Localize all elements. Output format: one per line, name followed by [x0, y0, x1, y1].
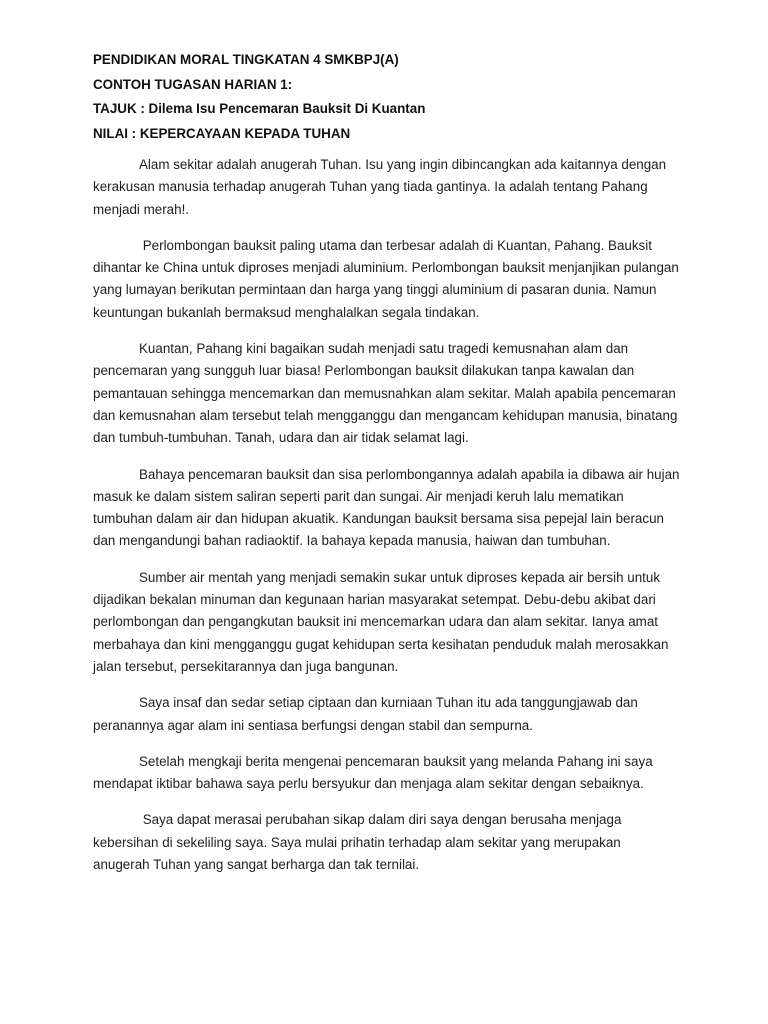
paragraph-7: Setelah mengkaji berita mengenai pencemaran bauksit yang melanda Pahang ini saya mendapat iktibar bahawa saya perlu bersyukur dan menjaga alam sekitar dengan sebaiknya. — [93, 753, 653, 792]
value-heading: NILAI : KEPERCAYAAN KEPADA TUHAN — [93, 125, 351, 141]
paragraph-6: Saya insaf dan sedar setiap ciptaan dan kurniaan Tuhan itu ada tanggungjawab dan peranannya agar alam ini sentiasa berfungsi dengan stabil dan sempurna. — [93, 695, 638, 733]
paragraph-8: Saya dapat merasai perubahan sikap dalam diri saya dengan berusaha menjaga kebersihan di sekeliling saya. Saya mulai prihatin terhadap alam sekitar yang merupakan anugerah Tuhan yang sangat berharga dan tak ternilai. — [93, 812, 626, 873]
paragraph-5: Sumber air mentah yang menjadi semakin sukar untuk diproses kepada air bersih untuk dijadikan bekalan minuman dan kegunaan harian masyarakat setempat. Debu-debu akibat dari perlombongan dan pengangkutan bauksit ini mencemarkan udara dan alam sekitar. Ianya amat merbahaya dan kini mengganggu gugat kehidupan serta kesihatan penduduk malah merosakkan jalan tersebut, persekitarannya dan juga bangunan. — [93, 569, 669, 674]
paragraph-3: Kuantan, Pahang kini bagaikan sudah menjadi satu tragedi kemusnahan alam dan pencemaran yang sungguh luar biasa! Perlombongan bauksit dilakukan tanpa kawalan dan pemantauan sehingga mencemarkan dan memusnahkan alam sekitar. Malah apabila pencemaran dan kemusnahan alam tersebut telah mengganggu dan mengancam kehidupan manusia, binatang dan tumbuh-tumbuhan. Tanah, udara dan air tidak selamat lagi. — [93, 341, 678, 446]
document-header — [93, 48, 693, 146]
document-body — [93, 154, 681, 890]
assignment-heading: CONTOH TUGASAN HARIAN 1: — [93, 76, 293, 92]
subject-heading: PENDIDIKAN MORAL TINGKATAN 4 SMKBPJ(A) — [93, 52, 399, 67]
paragraph-1: Alam sekitar adalah anugerah Tuhan. Isu yang ingin dibincangkan ada kaitannya dengan kerakusan manusia terhadap anugerah Tuhan yang tiada gantinya. Ia adalah tentang Pahang menjadi merah!. — [93, 157, 667, 217]
paragraph-4: Bahaya pencemaran bauksit dan sisa perlombongannya adalah apabila ia dibawa air hujan masuk ke dalam sistem saliran seperti parit dan sungai. Air menjadi keruh lalu mematikan tumbuhan dalam air dan hidupan akuatik. Kandungan bauksit bersama sisa pepejal lain beracun dan mengandungi bahan radiaoktif. Ia bahaya kepada manusia, haiwan dan tumbuhan. — [93, 466, 680, 549]
title-heading: TAJUK : Dilema Isu Pencemaran Bauksit Di Kuantan — [93, 101, 426, 116]
paragraph-2: Perlombongan bauksit paling utama dan terbesar adalah di Kuantan, Pahang. Bauksit dihantar ke China untuk diproses menjadi aluminium. Perlombongan bauksit menjanjikan pulangan yang lumayan berikutan permintaan dan harga yang tinggi aluminium di pasaran dunia. Namun keuntungan bukanlah bermaksud menghalalkan segala tindakan. — [93, 237, 683, 320]
